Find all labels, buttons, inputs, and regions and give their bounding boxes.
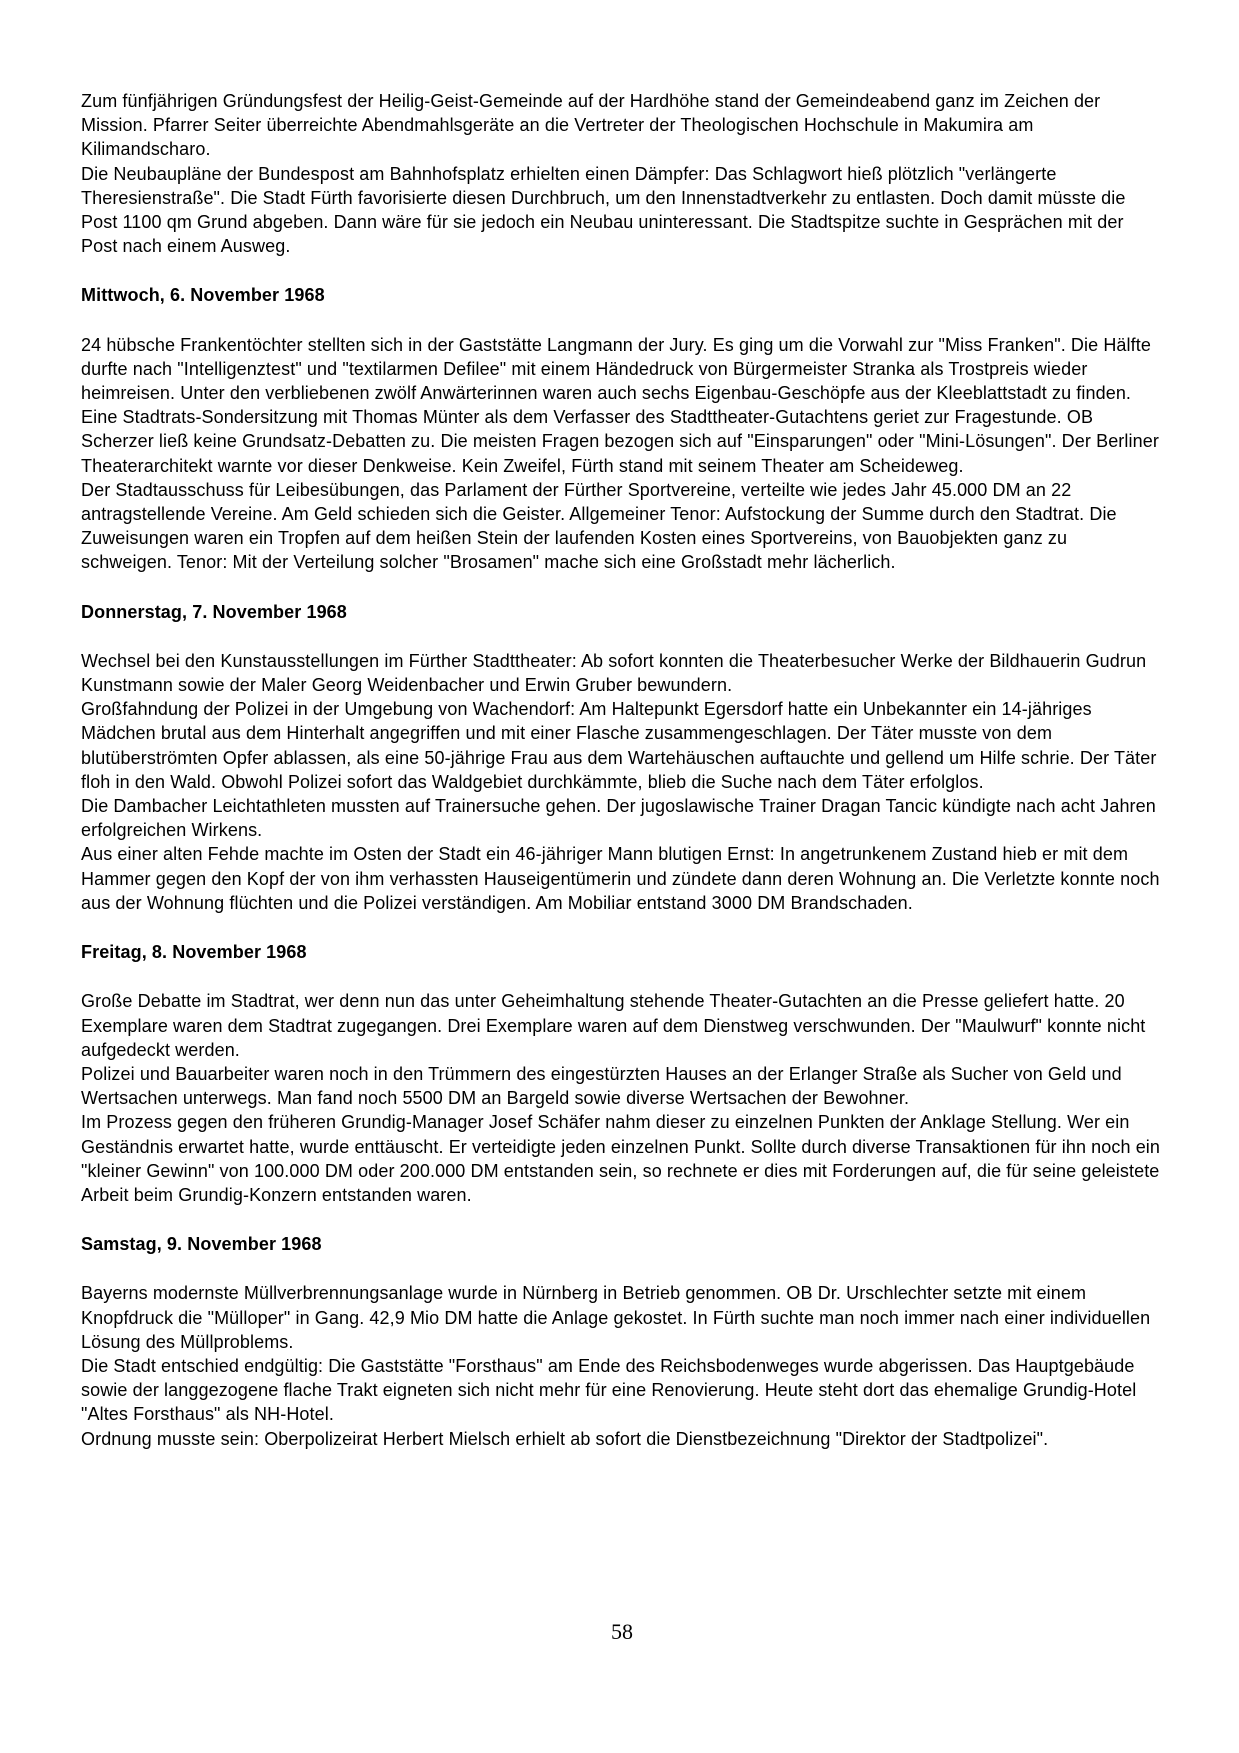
section-samstag (81, 1232, 1163, 1451)
paragraph: Große Debatte im Stadtrat, wer denn nun das unter Geheimhaltung stehende Theater-Gutachten an die Presse geliefert hatte. 20 Exemplare waren dem Stadtrat zugegangen. Drei Exemplare waren auf dem Dienstweg verschwunden. Der "Maulwurf" konnte nicht aufgedeckt werden. (81, 991, 1146, 1060)
paragraph: Die Neubaupläne der Bundespost am Bahnhofsplatz erhielten einen Dämpfer: Das Schlagwort hieß plötzlich "verlängerte Theresienstraße". Die Stadt Fürth favorisierte diesen Durchbruch, um den Innenstadtverkehr zu entlasten. Doch damit müsste die Post 1100 qm Grund abgeben. Dann wäre für sie jedoch ein Neubau uninteressant. Die Stadtspitze suchte in Gesprächen mit der Post nach einem Ausweg. (81, 163, 1126, 257)
section-donnerstag (81, 600, 1163, 915)
page-number: 58 (611, 1619, 633, 1644)
paragraph: Wechsel bei den Kunstausstellungen im Fürther Stadttheater: Ab sofort konnten die Theaterbesucher Werke der Bildhauerin Gudrun Kunstmann sowie der Maler Georg Weidenbacher und Erwin Gruber bewundern. (81, 650, 1147, 696)
section-heading-mittwoch: Mittwoch, 6. November 1968 (81, 285, 325, 306)
section-heading-samstag: Samstag, 9. November 1968 (81, 1234, 322, 1255)
paragraph: Im Prozess gegen den früheren Grundig-Manager Josef Schäfer nahm dieser zu einzelnen Punkten der Anklage Stellung. Wer ein Geständnis erwartet hatte, wurde enttäuscht. Er verteidigte jeden einzelnen Punkt. Sollte durch diverse Transaktionen für ihn noch ein "kleiner Gewinn" von 100.000 DM oder 200.000 DM entstanden sein, so rechnete er dies mit Forderungen auf, die für seine geleistete Arbeit beim Grundig-Konzern entstanden waren. (81, 1112, 1161, 1205)
section-mittwoch (81, 283, 1163, 574)
paragraph: Der Stadtausschuss für Leibesübungen, das Parlament der Fürther Sportvereine, verteilte wie jedes Jahr 45.000 DM an 22 antragstellende Vereine. Am Geld schieden sich die Geister. Allgemeiner Tenor: Aufstockung der Summe durch den Stadtrat. Die Zuweisungen waren ein Tropfen auf dem heißen Stein der laufenden Kosten eines Sportvereins, von Bauobjekten ganz zu schweigen. Tenor: Mit der Verteilung solcher "Brosamen" mache sich eine Großstadt mehr lächerlich. (81, 479, 1117, 573)
paragraph: Aus einer alten Fehde machte im Osten der Stadt ein 46-jähriger Mann blutigen Ernst: In angetrunkenem Zustand hieb er mit dem Hammer gegen den Kopf der von ihm verhassten Hauseigentümerin und zündete dann deren Wohnung an. Die Verletzte konnte noch aus der Wohnung flüchten und die Polizei verständigen. Am Mobiliar entstand 3000 DM Brandschaden. (81, 844, 1160, 913)
paragraph: Polizei und Bauarbeiter waren noch in den Trümmern des eingestürzten Hauses an der Erlanger Straße als Sucher von Geld und Wertsachen unterwegs. Man fand noch 5500 DM an Bargeld sowie diverse Wertsachen der Bewohner. (81, 1063, 1122, 1109)
section-heading-donnerstag: Donnerstag, 7. November 1968 (81, 601, 347, 622)
paragraph: Großfahndung der Polizei in der Umgebung von Wachendorf: Am Haltepunkt Egersdorf hatte ein Unbekannter ein 14-jähriges Mädchen brutal aus dem Hinterhalt angegriffen und mit einer Flasche zusammengeschlagen. Der Täter musste von dem blutüberströmten Opfer ablassen, als eine 50-jährige Frau aus dem Wartehäuschen auftauchte und gellend um Hilfe schrie. Der Täter floh in den Wald. Obwohl Polizei sofort das Waldgebiet durchkämmte, blieb die Suche nach dem Täter erfolglos. (81, 699, 1157, 792)
paragraph: 24 hübsche Frankentöchter stellten sich in der Gaststätte Langmann der Jury. Es ging um die Vorwahl zur "Miss Franken". Die Hälfte durfte nach "Intelligenztest" und "textilarmen Defilee" mit einem Händedruck von Bürgermeister Stranka als Trostpreis wieder heimreisen. Unter den verbliebenen zwölf Anwärterinnen waren auch sechs Eigenbau-Geschöpfe aus der Kleeblattstadt zu finden. (81, 334, 1151, 404)
section-intro (81, 89, 1163, 258)
paragraph: Die Dambacher Leichtathleten mussten auf Trainersuche gehen. Der jugoslawische Trainer Dragan Tancic kündigte nach acht Jahren erfolgreichen Wirkens. (81, 796, 1156, 841)
section-heading-freitag: Freitag, 8. November 1968 (81, 942, 307, 963)
paragraph: Zum fünfjährigen Gründungsfest der Heilig-Geist-Gemeinde auf der Hardhöhe stand der Gemeindeabend ganz im Zeichen der Mission. Pfarrer Seiter überreichte Abendmahlsgeräte an die Vertreter der Theologischen Hochschule in Makumira am Kilimandscharo. (81, 91, 1101, 160)
paragraph: Bayerns modernste Müllverbrennungsanlage wurde in Nürnberg in Betrieb genommen. OB Dr. Urschlechter setzte mit einem Knopfdruck die "Mülloper" in Gang. 42,9 Mio DM hatte die Anlage gekostet. In Fürth suchte man noch immer nach einer individuellen Lösung des Müllproblems. (81, 1283, 1151, 1352)
paragraph: Die Stadt entschied endgültig: Die Gaststätte "Forsthaus" am Ende des Reichsbodenweges wurde abgerissen. Das Hauptgebäude sowie der langgezogene flache Trakt eigneten sich nicht mehr für eine Renovierung. Heute steht dort das ehemalige Grundig-Hotel "Altes Forsthaus" als NH-Hotel. (81, 1355, 1137, 1425)
paragraph: Ordnung musste sein: Oberpolizeirat Herbert Mielsch erhielt ab sofort die Dienstbezeichnung "Direktor der Stadtpolizei". (81, 1428, 1049, 1449)
section-freitag (81, 940, 1163, 1207)
paragraph: Eine Stadtrats-Sondersitzung mit Thomas Münter als dem Verfasser des Stadttheater-Gutachtens geriet zur Fragestunde. OB Scherzer ließ keine Grundsatz-Debatten zu. Die meisten Fragen bezogen sich auf "Einsparungen" oder "Mini-Lösungen". Der Berliner Theaterarchitekt warnte vor dieser Denkweise. Kein Zweifel, Fürth stand mit seinem Theater am Scheideweg. (81, 407, 1159, 476)
document-content (81, 89, 1163, 1451)
